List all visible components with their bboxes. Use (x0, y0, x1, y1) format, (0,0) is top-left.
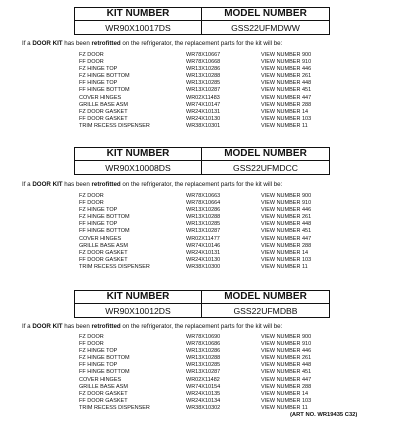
list-item: FZ DOOR GASKET WR24X10131 VIEW NUMBER 14 (79, 108, 309, 115)
model-number-value: GSS22UFMDCC (202, 161, 330, 175)
list-item: GRILLE BASE ASM WR74X10154 VIEW NUMBER 288 (79, 383, 312, 390)
list-item: TRIM RECESS DISPENSER WR38X10302 VIEW NUMBER 11 (79, 404, 308, 411)
kit-table-2 (74, 147, 330, 175)
kit-number-header: KIT NUMBER (75, 148, 202, 161)
list-item: FZ HINGE TOP WR13X10286 VIEW NUMBER 446 (79, 66, 312, 73)
list-item: FF HINGE TOP WR13X10285 VIEW NUMBER 448 (79, 362, 312, 369)
kit-number-value: WR90X10012DS (75, 304, 202, 318)
parts-list (79, 52, 389, 130)
list-item: FZ DOOR WR78X10667 VIEW NUMBER 900 (79, 52, 312, 58)
list-item: FZ DOOR GASKET WR24X10131 VIEW NUMBER 14 (79, 249, 309, 256)
list-item: FZ DOOR WR78X10690 VIEW NUMBER 900 (79, 334, 312, 340)
parts-list (79, 334, 389, 412)
list-item: FF DOOR WR78X10664 VIEW NUMBER 910 (79, 200, 312, 207)
kit-number-value: WR90X10008DS (75, 161, 202, 175)
intro-text: If a DOOR KIT has been retrofitted on the refrigerator, the replacement parts for the kit will be: (22, 40, 283, 47)
list-item: FZ HINGE BOTTOM WR13X10288 VIEW NUMBER 261 (79, 355, 312, 362)
list-item: FF HINGE BOTTOM WR13X10287 VIEW NUMBER 451 (79, 87, 312, 94)
list-item: FZ HINGE TOP WR13X10286 VIEW NUMBER 446 (79, 207, 312, 214)
list-item: FZ HINGE BOTTOM WR13X10288 VIEW NUMBER 261 (79, 73, 312, 80)
list-item: TRIM RECESS DISPENSER WR38X10301 VIEW NUMBER 11 (79, 122, 308, 129)
parts-list (79, 193, 389, 271)
list-item: FF DOOR GASKET WR24X10134 VIEW NUMBER 103 (79, 397, 312, 404)
list-item: FF DOOR GASKET WR24X10130 VIEW NUMBER 103 (79, 256, 312, 263)
list-item: TRIM RECESS DISPENSER WR38X10300 VIEW NUMBER 11 (79, 263, 308, 270)
kit-table-3 (74, 290, 330, 318)
kit-table-1 (74, 7, 330, 35)
list-item: GRILLE BASE ASM WR74X10147 VIEW NUMBER 288 (79, 101, 312, 108)
kit-number-value: WR90X10017DS (75, 21, 202, 35)
list-item: FF DOOR WR78X10668 VIEW NUMBER 910 (79, 59, 312, 66)
list-item: FZ DOOR WR78X10663 VIEW NUMBER 900 (79, 193, 312, 199)
list-item: FF HINGE BOTTOM WR13X10287 VIEW NUMBER 451 (79, 369, 312, 376)
intro-text: If a DOOR KIT has been retrofitted on the refrigerator, the replacement parts for the kit will be: (22, 323, 283, 330)
model-number-header: MODEL NUMBER (202, 8, 330, 21)
list-item: GRILLE BASE ASM WR74X10146 VIEW NUMBER 288 (79, 242, 312, 249)
list-item: FZ HINGE BOTTOM WR13X10288 VIEW NUMBER 261 (79, 214, 312, 221)
art-number-footnote: (ART NO. WR19435 C32) (290, 412, 358, 418)
intro-text: If a DOOR KIT has been retrofitted on the refrigerator, the replacement parts for the kit will be: (22, 181, 283, 188)
model-number-header: MODEL NUMBER (202, 291, 330, 304)
list-item: COVER HINGES WR02X11482 VIEW NUMBER 447 (79, 376, 312, 383)
kit-number-header: KIT NUMBER (75, 8, 202, 21)
list-item: FF DOOR WR78X10686 VIEW NUMBER 910 (79, 341, 312, 348)
list-item: FF HINGE TOP WR13X10285 VIEW NUMBER 448 (79, 221, 312, 228)
list-item: FZ HINGE TOP WR13X10286 VIEW NUMBER 446 (79, 348, 312, 355)
model-number-value: GSS22UFMDWW (202, 21, 330, 35)
kit-number-header: KIT NUMBER (75, 291, 202, 304)
list-item: FF DOOR GASKET WR24X10130 VIEW NUMBER 103 (79, 115, 312, 122)
list-item: FF HINGE BOTTOM WR13X10287 VIEW NUMBER 451 (79, 228, 312, 235)
list-item: FZ DOOR GASKET WR24X10135 VIEW NUMBER 14 (79, 390, 309, 397)
list-item: COVER HINGES WR02X11483 VIEW NUMBER 447 (79, 94, 312, 101)
model-number-header: MODEL NUMBER (202, 148, 330, 161)
model-number-value: GSS22UFMDBB (202, 304, 330, 318)
list-item: COVER HINGES WR02X11477 VIEW NUMBER 447 (79, 235, 312, 242)
list-item: FF HINGE TOP WR13X10285 VIEW NUMBER 448 (79, 80, 312, 87)
